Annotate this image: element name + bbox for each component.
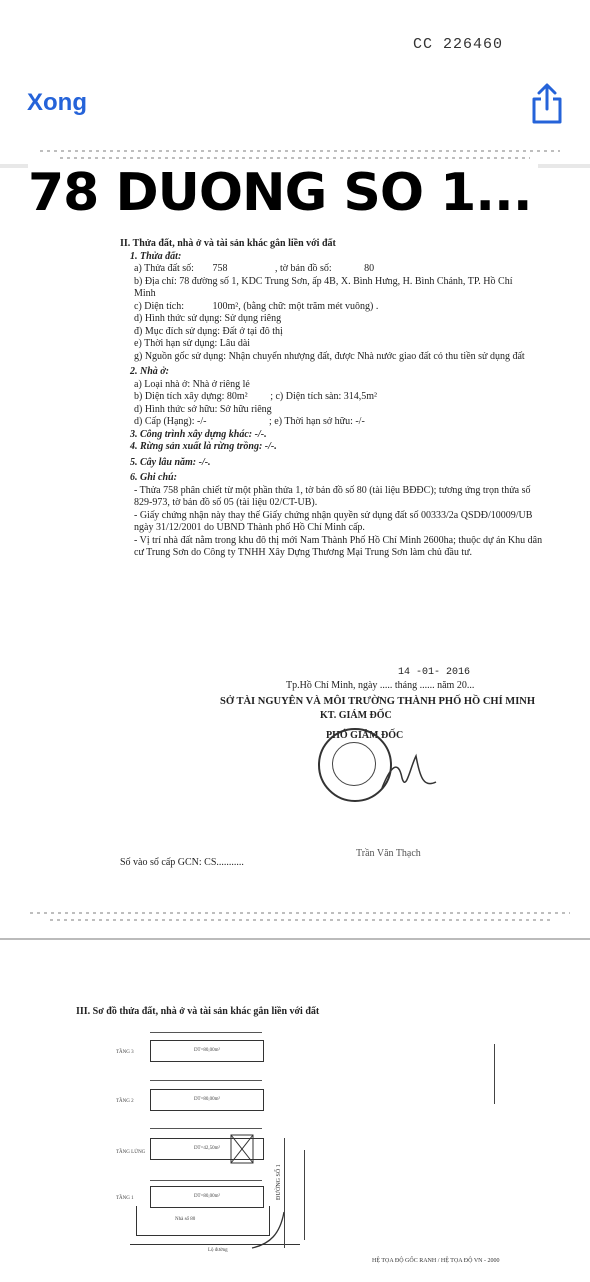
note-2: - Giấy chứng nhận này thay thế Giấy chứng nhận quyền sử dụng đất số 00333/2a QSDĐ/10009/UB ngày 31/12/2001 do UBND Thành phố Hồ Chí Minh cấp. <box>134 509 533 533</box>
road-line <box>284 1138 285 1248</box>
street-edge <box>130 1244 300 1245</box>
dimension-line <box>150 1180 262 1181</box>
map-number: 80 <box>364 263 375 274</box>
road-line <box>304 1150 305 1240</box>
share-icon <box>528 82 566 126</box>
deputy-director: PHÓ GIÁM ĐỐC <box>326 730 404 741</box>
floor-area: ; c) Diện tích sàn: 314,5m² <box>270 391 378 402</box>
grade-row <box>120 416 560 429</box>
own-term: ; e) Thời hạn sở hữu: -/- <box>268 416 365 427</box>
share-button[interactable] <box>528 82 566 126</box>
seal-inner <box>332 742 376 786</box>
dimension-line <box>150 1080 262 1081</box>
note-3: - Vị trí nhà đất nằm trong khu đô thị mới Nam Thành Phố Hồ Chí Minh 2600ha; thuộc dự án Khu dân cư Trung Sơn do Công ty TNHH Xây Dựng Thương Mại Trung Sơn làm chủ đầu tư. <box>134 534 543 558</box>
use-form-row: d) Hình thức sử dụng: Sử dụng riêng <box>134 313 282 324</box>
grade: d) Cấp (Hạng): -/- <box>134 416 207 427</box>
scan-page-diagram <box>0 938 590 1282</box>
floor-label: TẦNG 2 <box>116 1099 134 1104</box>
street-label: Lộ đường <box>208 1248 228 1253</box>
section-3-heading: III. Sơ đồ thửa đất, nhà ở và tài sản khác gắn liền với đất <box>76 1006 320 1017</box>
floor-plan-2: DT=80,00m² <box>150 1089 264 1111</box>
issuing-org: SỞ TÀI NGUYÊN VÀ MÔI TRƯỜNG THÀNH PHỐ HỒ CHÍ MINH <box>220 696 536 707</box>
parcel-row <box>120 263 560 276</box>
built-area: b) Diện tích xây dựng: 80m² <box>134 391 248 402</box>
floor-label: TẦNG 3 <box>116 1050 134 1055</box>
headline-caption: 78 DUONG SO 1... <box>28 163 538 223</box>
area-row <box>120 301 560 314</box>
date-line: Tp.Hồ Chí Minh, ngày ..... tháng ...... năm 20... <box>286 680 475 691</box>
address-row: b) Địa chỉ: 78 đường số 1, KDC Trung Sơn, ấp 4B, X. Bình Hưng, H. Bình Chánh, TP. Hồ Chí Minh <box>134 275 513 299</box>
ownership-row: d) Hình thức sở hữu: Sở hữu riêng <box>134 403 272 415</box>
coordinate-note: HỆ TỌA ĐỘ GỐC RANH / HỆ TỌA ĐỘ VN - 2000 <box>372 1258 500 1264</box>
forest-row: 4. Rừng sản xuất là rừng trồng: -/-. <box>130 441 277 452</box>
north-arrow-line <box>494 1044 495 1104</box>
floor-label: TẦNG 1 <box>116 1196 134 1201</box>
house-type-row: a) Loại nhà ở: Nhà ở riêng lẻ <box>134 378 250 390</box>
floor-label: TẦNG LỬNG <box>116 1150 146 1155</box>
done-button[interactable]: Xong <box>27 89 87 116</box>
house-heading: 2. Nhà ở: <box>130 366 169 377</box>
signer-name: Trần Văn Thạch <box>356 848 421 859</box>
section-heading: II. Thửa đất, nhà ở và tài sản khác gắn liền với đất <box>120 238 336 249</box>
road-name: ĐƯỜNG SỐ 1 <box>276 1164 282 1200</box>
floor-plan-1: DT=80,00m² <box>150 1186 264 1208</box>
purpose-row: đ) Mục đích sử dụng: Đất ở tại đô thị <box>134 325 283 337</box>
parcel-label: a) Thửa đất số: <box>134 263 194 274</box>
floor-plan-mezzanine: DT=42,50m² <box>150 1138 264 1160</box>
kt-director: KT. GIÁM ĐỐC <box>320 710 392 721</box>
perennial-row: 5. Cây lâu năm: -/-. <box>130 456 211 468</box>
floor-plan-3: DT=80,00m² <box>150 1040 264 1062</box>
area-value: 100m², (bằng chữ: một trăm mét vuông) . <box>212 300 379 312</box>
signature-mark <box>380 748 440 798</box>
scan-noise <box>50 919 550 921</box>
term-row: e) Thời hạn sử dụng: Lâu dài <box>134 338 251 349</box>
dimension-line <box>150 1128 262 1129</box>
land-heading: 1. Thửa đất: <box>130 250 182 262</box>
certificate-section-2 <box>120 238 560 560</box>
lot-outline: Nhà số 80 <box>136 1206 270 1236</box>
other-works-row: 3. Công trình xây dựng khác: -/-. <box>130 428 267 440</box>
date-stamp: 14 -01- 2016 <box>398 667 471 678</box>
map-label: , tờ bản đồ số: <box>274 263 332 274</box>
scan-noise <box>30 912 570 914</box>
notes-heading: 6. Ghi chú: <box>130 472 177 483</box>
scan-noise <box>40 150 560 152</box>
void-cross-mark <box>230 1134 254 1164</box>
note-1: - Thửa 758 phân chiết từ một phần thửa 1, tờ bản đồ số 80 (tài liệu BĐĐC); tương ứng trọn thửa số 829-973, tờ bản đồ số 05 (tài liệu 02/CT-UB). <box>134 484 531 508</box>
scan-page-top <box>0 0 590 168</box>
certificate-serial: CC 226460 <box>413 36 504 53</box>
dimension-line <box>150 1032 262 1033</box>
scan-noise <box>60 157 530 159</box>
parcel-number: 758 <box>212 263 228 274</box>
built-area-row <box>120 391 560 404</box>
origin-row: g) Nguồn gốc sử dụng: Nhận chuyển nhượng đất, được Nhà nước giao đất có thu tiền sử dụng đất <box>134 350 525 362</box>
register-number: Số vào sổ cấp GCN: CS........... <box>120 857 244 868</box>
area-label: c) Diện tích: <box>134 300 184 312</box>
